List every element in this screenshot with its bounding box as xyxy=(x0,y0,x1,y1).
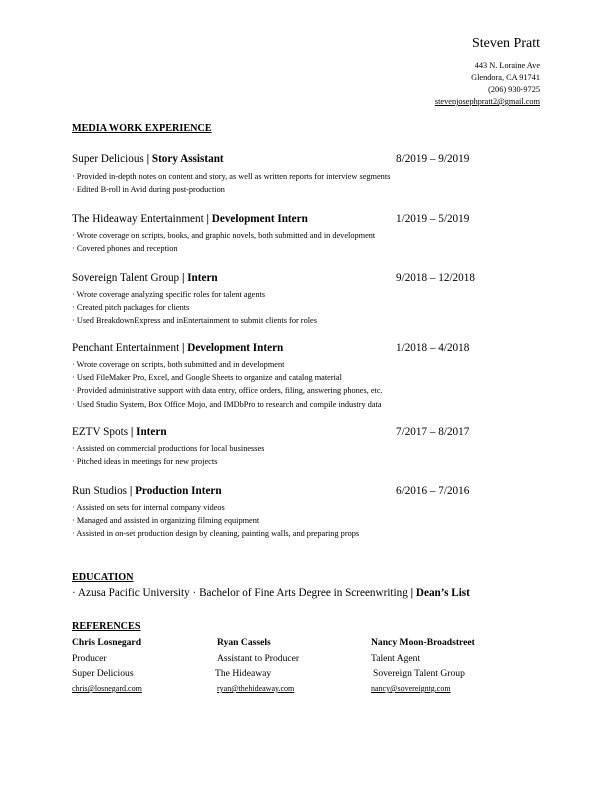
job-bullet: · Provided in-depth notes on content and story, as well as written reports for interview segments xyxy=(72,172,391,181)
job-bullet: · Assisted on commercial productions for local businesses xyxy=(72,444,265,453)
job-bullet: · Wrote coverage on scripts, books, and graphic novels, both submitted and in development xyxy=(72,231,376,240)
email-link[interactable]: stevenjosephpratt2@gmail.com xyxy=(434,97,540,106)
job-bullet: · Assisted on sets for internal company videos xyxy=(72,503,225,512)
phone-number: (206) 930-9725 xyxy=(488,85,540,94)
job-bullet: · Covered phones and reception xyxy=(72,244,178,253)
job-bullet: · Used FileMaker Pro, Excel, and Google Sheets to organize and catalog material xyxy=(72,373,342,382)
reference-email-link[interactable]: ryan@thehideaway.com xyxy=(217,684,295,693)
reference-org: The Hideaway xyxy=(215,668,272,679)
job-bullet: · Edited B-roll in Avid during post-production xyxy=(72,185,225,194)
reference-name: Ryan Cassels xyxy=(217,637,271,648)
reference-role: Talent Agent xyxy=(371,653,421,664)
job-bullet: · Managed and assisted in organizing filming equipment xyxy=(72,516,260,525)
job-title: Sovereign Talent Group | Intern xyxy=(72,272,218,284)
reference-org: Super Delicious xyxy=(72,668,134,679)
job-dates: 6/2016 – 7/2016 xyxy=(396,485,470,497)
references-heading: REFERENCES xyxy=(72,621,141,632)
job-bullet: · Used BreakdownExpress and inEntertainment to submit clients for roles xyxy=(72,316,317,325)
job-dates: 1/2018 – 4/2018 xyxy=(396,342,470,354)
job-title: The Hideaway Entertainment | Development Intern xyxy=(72,213,308,225)
resume-name: Steven Pratt xyxy=(471,36,540,51)
job-dates: 1/2019 – 5/2019 xyxy=(396,213,470,225)
city-line: Glendora, CA 91741 xyxy=(471,73,540,82)
job-bullet: · Created pitch packages for clients xyxy=(72,303,190,312)
reference-org: Sovereign Talent Group xyxy=(373,668,465,679)
education-heading: EDUCATION xyxy=(72,572,134,583)
reference-email-link[interactable]: chris@losnegard.com xyxy=(72,684,142,693)
reference-email-link[interactable]: nancy@sovereigntg.com xyxy=(371,684,451,693)
reference-name: Nancy Moon-Broadstreet xyxy=(371,637,475,648)
reference-name: Chris Losnegard xyxy=(72,637,142,648)
reference-role: Assistant to Producer xyxy=(217,653,300,664)
job-title: EZTV Spots | Intern xyxy=(72,426,167,438)
job-bullet: · Used Studio System, Box Office Mojo, and IMDbPro to research and compile industry data xyxy=(72,400,382,409)
job-dates: 9/2018 – 12/2018 xyxy=(396,272,475,284)
experience-heading: MEDIA WORK EXPERIENCE xyxy=(72,123,212,134)
job-title: Penchant Entertainment | Development Intern xyxy=(72,342,284,354)
job-dates: 7/2017 – 8/2017 xyxy=(396,426,470,438)
job-bullet: · Pitched ideas in meetings for new projects xyxy=(72,457,218,466)
address-line: 443 N. Loraine Ave xyxy=(474,61,540,70)
job-bullet: · Wrote coverage on scripts, both submitted and in development xyxy=(72,360,285,369)
education-line: · Azusa Pacific University · Bachelor of Fine Arts Degree in Screenwriting | Dean’s List xyxy=(72,587,470,599)
job-title: Super Delicious | Story Assistant xyxy=(72,153,224,165)
reference-role: Producer xyxy=(72,653,107,664)
job-bullet: · Wrote coverage analyzing specific roles for talent agents xyxy=(72,290,266,299)
job-dates: 8/2019 – 9/2019 xyxy=(396,153,470,165)
job-title: Run Studios | Production Intern xyxy=(72,485,222,497)
job-bullet: · Provided administrative support with data entry, office orders, filing, answering phones, etc. xyxy=(72,386,383,395)
job-bullet: · Assisted in on-set production design by cleaning, painting walls, and preparing props xyxy=(72,529,360,538)
